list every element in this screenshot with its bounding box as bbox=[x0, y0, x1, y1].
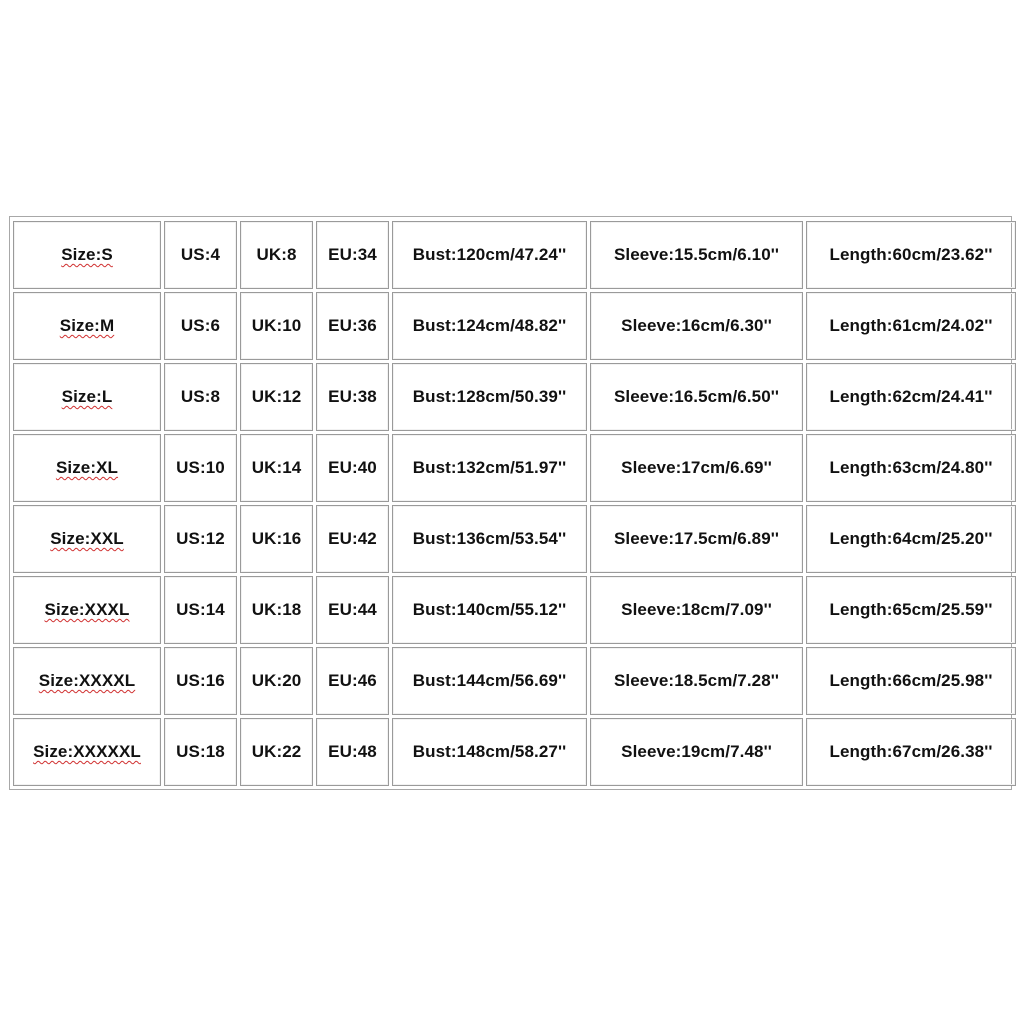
bust-cell: Bust:124cm/48.82'' bbox=[392, 292, 587, 360]
length-cell: Length:60cm/23.62'' bbox=[806, 221, 1016, 289]
us-size-cell: US:8 bbox=[164, 363, 237, 431]
us-size-cell: US:6 bbox=[164, 292, 237, 360]
bust-cell: Bust:144cm/56.69'' bbox=[392, 647, 587, 715]
size-label: Size:XXXXL bbox=[38, 671, 136, 690]
length-cell: Length:62cm/24.41'' bbox=[806, 363, 1016, 431]
bust-cell: Bust:148cm/58.27'' bbox=[392, 718, 587, 786]
uk-size-cell: UK:10 bbox=[240, 292, 313, 360]
us-size-cell: US:18 bbox=[164, 718, 237, 786]
table-row bbox=[13, 576, 1016, 644]
sleeve-cell: Sleeve:18cm/7.09'' bbox=[590, 576, 803, 644]
sleeve-cell: Sleeve:15.5cm/6.10'' bbox=[590, 221, 803, 289]
table-row bbox=[13, 292, 1016, 360]
us-size-cell: US:4 bbox=[164, 221, 237, 289]
eu-size-cell: EU:34 bbox=[316, 221, 389, 289]
sleeve-cell: Sleeve:17cm/6.69'' bbox=[590, 434, 803, 502]
length-cell: Length:67cm/26.38'' bbox=[806, 718, 1016, 786]
uk-size-cell: UK:18 bbox=[240, 576, 313, 644]
size-label: Size:XXL bbox=[50, 529, 124, 548]
uk-size-cell: UK:22 bbox=[240, 718, 313, 786]
size-cell bbox=[13, 292, 161, 360]
uk-size-cell: UK:8 bbox=[240, 221, 313, 289]
table-row bbox=[13, 718, 1016, 786]
uk-size-cell: UK:20 bbox=[240, 647, 313, 715]
size-label: Size:XL bbox=[55, 458, 119, 477]
length-cell: Length:65cm/25.59'' bbox=[806, 576, 1016, 644]
bust-cell: Bust:132cm/51.97'' bbox=[392, 434, 587, 502]
bust-cell: Bust:120cm/47.24'' bbox=[392, 221, 587, 289]
length-cell: Length:63cm/24.80'' bbox=[806, 434, 1016, 502]
sleeve-cell: Sleeve:16.5cm/6.50'' bbox=[590, 363, 803, 431]
size-cell bbox=[13, 576, 161, 644]
size-label: Size:L bbox=[61, 387, 113, 406]
bust-cell: Bust:128cm/50.39'' bbox=[392, 363, 587, 431]
uk-size-cell: UK:12 bbox=[240, 363, 313, 431]
size-cell bbox=[13, 363, 161, 431]
sleeve-cell: Sleeve:18.5cm/7.28'' bbox=[590, 647, 803, 715]
length-cell: Length:61cm/24.02'' bbox=[806, 292, 1016, 360]
eu-size-cell: EU:48 bbox=[316, 718, 389, 786]
sleeve-cell: Sleeve:16cm/6.30'' bbox=[590, 292, 803, 360]
eu-size-cell: EU:46 bbox=[316, 647, 389, 715]
eu-size-cell: EU:36 bbox=[316, 292, 389, 360]
sleeve-cell: Sleeve:17.5cm/6.89'' bbox=[590, 505, 803, 573]
us-size-cell: US:12 bbox=[164, 505, 237, 573]
table-row bbox=[13, 647, 1016, 715]
eu-size-cell: EU:44 bbox=[316, 576, 389, 644]
uk-size-cell: UK:16 bbox=[240, 505, 313, 573]
size-cell bbox=[13, 505, 161, 573]
table-row bbox=[13, 434, 1016, 502]
eu-size-cell: EU:42 bbox=[316, 505, 389, 573]
size-cell bbox=[13, 221, 161, 289]
size-chart-table bbox=[9, 216, 1012, 790]
us-size-cell: US:16 bbox=[164, 647, 237, 715]
eu-size-cell: EU:38 bbox=[316, 363, 389, 431]
size-label: Size:M bbox=[59, 316, 115, 335]
sleeve-cell: Sleeve:19cm/7.48'' bbox=[590, 718, 803, 786]
size-cell bbox=[13, 434, 161, 502]
size-label: Size:S bbox=[61, 245, 113, 264]
size-cell bbox=[13, 718, 161, 786]
table-row bbox=[13, 221, 1016, 289]
table-row bbox=[13, 363, 1016, 431]
bust-cell: Bust:140cm/55.12'' bbox=[392, 576, 587, 644]
bust-cell: Bust:136cm/53.54'' bbox=[392, 505, 587, 573]
size-label: Size:XXXXXL bbox=[33, 742, 141, 761]
length-cell: Length:66cm/25.98'' bbox=[806, 647, 1016, 715]
eu-size-cell: EU:40 bbox=[316, 434, 389, 502]
uk-size-cell: UK:14 bbox=[240, 434, 313, 502]
table-row bbox=[13, 505, 1016, 573]
size-chart-grid bbox=[10, 218, 1019, 789]
size-label: Size:XXXL bbox=[44, 600, 130, 619]
size-cell bbox=[13, 647, 161, 715]
us-size-cell: US:14 bbox=[164, 576, 237, 644]
length-cell: Length:64cm/25.20'' bbox=[806, 505, 1016, 573]
us-size-cell: US:10 bbox=[164, 434, 237, 502]
